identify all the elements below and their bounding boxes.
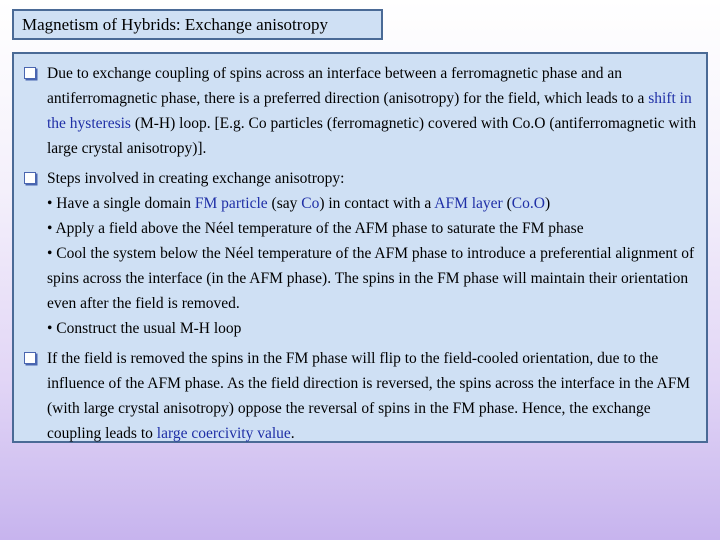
- highlight-large-coercivity: large coercivity value: [156, 425, 291, 442]
- bullet-text: [47, 350, 690, 442]
- highlight-coo: Co.O: [511, 195, 545, 212]
- hollow-square-bullet-icon: [24, 67, 36, 79]
- steps-intro: Steps involved in creating exchange anisotropy:: [47, 170, 345, 187]
- bullet-item-exchange-coupling: [22, 61, 698, 161]
- slide-title-text: Magnetism of Hybrids: Exchange anisotropy: [22, 15, 328, 34]
- step-text: (: [502, 195, 512, 212]
- step-text: (say: [267, 195, 302, 212]
- highlight-shift-hysteresis: shift in the hysteresis: [47, 90, 692, 132]
- bullet-text-part: (M-H) loop. [E.g. Co particles (ferromagnetic) covered with Co.O (antiferromagnetic with large crystal anisotropy)].: [47, 115, 697, 157]
- step-text: • Have a single domain: [47, 195, 195, 212]
- highlight-afm-layer: AFM layer: [434, 195, 503, 212]
- content-panel: [12, 52, 708, 443]
- step-line-2: • Apply a field above the Néel temperature of the AFM phase to saturate the FM phase: [47, 220, 584, 237]
- bullet-text-part: If the field is removed the spins in the FM phase will flip to the field-cooled orientation, due to the influence of the AFM phase. As the field direction is reversed, the spins across the interface in the AFM (with large crystal anisotropy) oppose the reversal of spins in the FM phase. Hence, the exchange coupling leads to: [47, 350, 691, 442]
- bullet-item-field-removed: [22, 346, 698, 446]
- step-line-1: [47, 191, 698, 216]
- bullet-item-steps: [22, 166, 698, 341]
- bullet-text-part: Due to exchange coupling of spins across an interface between a ferromagnetic phase and an antiferromagnetic phase, there is a preferred direction (anisotropy) for the field, which leads to a: [47, 65, 649, 107]
- highlight-co: Co: [301, 195, 320, 212]
- step-line-4: • Construct the usual M-H loop: [47, 320, 242, 337]
- step-text: ): [544, 195, 551, 212]
- bullet-text-part: .: [290, 425, 295, 442]
- bullet-text: [47, 65, 696, 157]
- slide-title: [12, 9, 383, 40]
- hollow-square-bullet-icon: [24, 352, 36, 364]
- hollow-square-bullet-icon: [24, 172, 36, 184]
- step-text: ) in contact with a: [319, 195, 435, 212]
- highlight-fm-particle: FM particle: [194, 195, 268, 212]
- step-line-3: • Cool the system below the Néel temperature of the AFM phase to introduce a preferential alignment of spins across the interface (in the AFM phase). The spins in the FM phase will maintain their orientation even after the field is removed.: [47, 245, 695, 312]
